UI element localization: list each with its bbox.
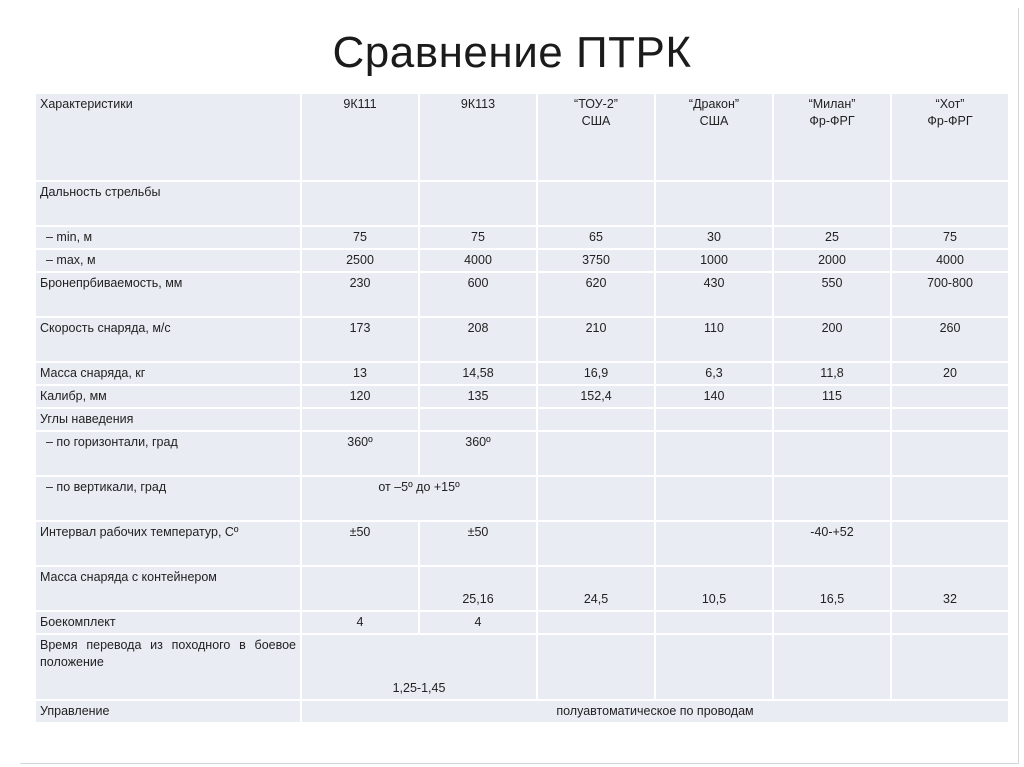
cell-value: 1000 [656,250,772,271]
cell-value: 430 [656,273,772,316]
empty-cell [656,477,772,520]
table-row [36,409,1008,430]
cell-value: 10,5 [656,567,772,610]
table-row [36,250,1008,271]
empty-cell [656,432,772,475]
cell-value: 140 [656,386,772,407]
cell-value [892,386,1008,407]
cell-value: 32 [892,567,1008,610]
cell-value: 2500 [302,250,418,271]
header-dragon-name: “Дракон” [688,97,740,111]
control-label: Управление [36,701,300,722]
cell-value: 115 [774,386,890,407]
cell-value: 16,9 [538,363,654,384]
header-tow2-name: “ТОУ-2” [574,97,618,111]
mass-label: Масса снаряда, кг [36,363,300,384]
cell-value: 2000 [774,250,890,271]
max-label: – max, м [36,250,300,271]
cell-value: ±50 [302,522,418,565]
armor-label: Бронепрбиваемость, мм [36,273,300,316]
table-row [36,612,1008,633]
empty-cell [892,522,1008,565]
header-milan-country: Фр-ФРГ [809,114,855,128]
header-hot [892,94,1008,180]
cell-value: 210 [538,318,654,361]
empty-cell [538,182,654,225]
table-row [36,635,1008,699]
table-row [36,522,1008,565]
cell-value: 14,58 [420,363,536,384]
empty-cell [774,477,890,520]
empty-cell [538,432,654,475]
cell-value: 25 [774,227,890,248]
header-9k111: 9К111 [302,94,418,180]
header-9k113: 9К113 [420,94,536,180]
table-row [36,273,1008,316]
cell-value: 260 [892,318,1008,361]
min-label: – min, м [36,227,300,248]
cell-value: 135 [420,386,536,407]
cell-value: 16,5 [774,567,890,610]
cell-value: 13 [302,363,418,384]
empty-cell [774,432,890,475]
empty-cell [420,182,536,225]
empty-cell [656,409,772,430]
cell-value: 600 [420,273,536,316]
cell-value: 4000 [892,250,1008,271]
table-header-row [36,94,1008,180]
vert-label: – по вертикали, град [36,477,300,520]
empty-cell [302,182,418,225]
cell-value: -40-+52 [774,522,890,565]
cell-value: 75 [302,227,418,248]
cell-value: 230 [302,273,418,316]
cell-value: 700-800 [892,273,1008,316]
empty-cell [774,409,890,430]
empty-cell [774,182,890,225]
empty-cell [656,182,772,225]
empty-cell [892,182,1008,225]
header-tow2-country: США [581,114,611,128]
header-milan-name: “Милан” [808,97,856,111]
header-hot-name: “Хот” [935,97,965,111]
cell-value: 25,16 [420,567,536,610]
empty-cell [656,612,772,633]
container-label: Масса снаряда с контейнером [36,567,300,610]
comparison-table [34,92,1010,724]
cell-value: 20 [892,363,1008,384]
speed-label: Скорость снаряда, м/с [36,318,300,361]
cell-value: 620 [538,273,654,316]
empty-cell [538,522,654,565]
cell-value: 173 [302,318,418,361]
header-hot-country: Фр-ФРГ [927,114,973,128]
caliber-label: Калибр, мм [36,386,300,407]
cell-value: 24,5 [538,567,654,610]
cell-value: 75 [892,227,1008,248]
empty-cell [892,432,1008,475]
empty-cell [656,522,772,565]
cell-value: полуавтоматическое по проводам [302,701,1008,722]
table-row [36,477,1008,520]
table-row [36,386,1008,407]
ammo-label: Боекомплект [36,612,300,633]
cell-value [302,567,418,610]
empty-cell [538,635,654,699]
horiz-label: – по горизонтали, град [36,432,300,475]
table-row [36,701,1008,722]
empty-cell [892,635,1008,699]
cell-value: 11,8 [774,363,890,384]
cell-value: 6,3 [656,363,772,384]
table-row [36,432,1008,475]
cell-value: 550 [774,273,890,316]
cell-value: 4000 [420,250,536,271]
cell-value: 65 [538,227,654,248]
empty-cell [892,477,1008,520]
empty-cell [538,612,654,633]
header-tow2 [538,94,654,180]
cell-value: 4 [420,612,536,633]
angles-label: Углы наведения [36,409,300,430]
deploy-label: Время перевода из походного в боевое положение [36,635,300,699]
cell-value: ±50 [420,522,536,565]
cell-value: 30 [656,227,772,248]
empty-cell [892,612,1008,633]
empty-cell [774,612,890,633]
cell-value: 1,25-1,45 [302,635,536,699]
header-dragon-country: США [699,114,729,128]
cell-value: 152,4 [538,386,654,407]
cell-value: 4 [302,612,418,633]
empty-cell [302,409,418,430]
cell-value: 75 [420,227,536,248]
cell-value: 120 [302,386,418,407]
empty-cell [656,635,772,699]
header-milan [774,94,890,180]
table-row [36,182,1008,225]
cell-value: 208 [420,318,536,361]
range-label: Дальность стрельбы [36,182,300,225]
temp-label: Интервал рабочих температур, Сº [36,522,300,565]
table-row [36,567,1008,610]
empty-cell [538,409,654,430]
table-row [36,363,1008,384]
header-dragon [656,94,772,180]
header-label: Характеристики [36,94,300,180]
table-row [36,227,1008,248]
table-row [36,318,1008,361]
cell-value: от –5º до +15º [302,477,536,520]
cell-value: 200 [774,318,890,361]
cell-value: 360º [302,432,418,475]
empty-cell [892,409,1008,430]
cell-value: 110 [656,318,772,361]
cell-value: 360º [420,432,536,475]
page-title: Сравнение ПТРК [332,28,692,77]
empty-cell [774,635,890,699]
empty-cell [538,477,654,520]
cell-value: 3750 [538,250,654,271]
empty-cell [420,409,536,430]
